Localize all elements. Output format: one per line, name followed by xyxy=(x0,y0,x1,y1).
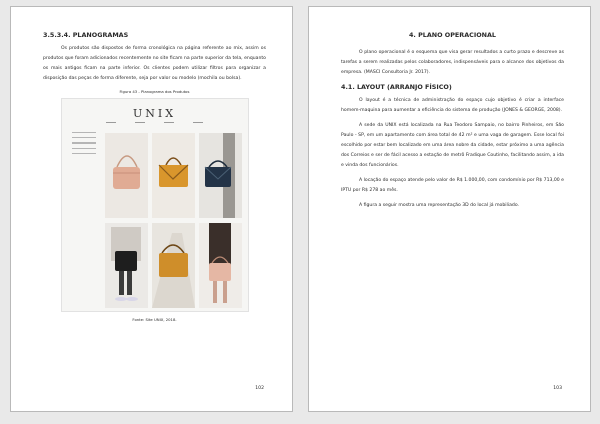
figure-source: Fonte: Site UNIX, 2018. xyxy=(132,317,177,322)
nav-item xyxy=(106,122,116,123)
product-photo-navy-bag xyxy=(199,133,242,218)
page-content xyxy=(341,31,564,216)
page-number: 102 xyxy=(255,386,264,391)
brand-logo: UNIX xyxy=(132,107,177,120)
page-number: 103 xyxy=(553,386,562,391)
planogram-screenshot xyxy=(61,98,249,312)
nav-item xyxy=(164,122,174,123)
product-photo-mustard-bag-floor xyxy=(152,223,195,308)
nav-item xyxy=(193,122,203,123)
site-nav xyxy=(106,122,204,123)
body-paragraph: O layout é a técnica de administração do espaço cujo objetivo é criar a interface homem-maquina para aumentar a eficiência do sistema de produção (JONES & GEORGE, 2008). xyxy=(341,98,564,113)
nav-item xyxy=(135,122,145,123)
filter-sidebar xyxy=(72,132,96,158)
product-photo-mustard-bag xyxy=(152,133,195,218)
product-photo-black-bag-model xyxy=(105,223,148,308)
body-paragraph: O plano operacional é o esquema que visa gerar resultados a curto prazo e descreve as tarefas a serem realizadas pelos colaboradores, indispensáveis para o alcance dos objetivos da empresa. (MASCI Consultoria Jr. 2017). xyxy=(341,50,564,75)
section-heading: 3.5.3.4. PLANOGRAMAS xyxy=(43,31,129,39)
document-page-right xyxy=(308,6,591,412)
product-photo-pink-bag-model xyxy=(199,223,242,308)
document-page-left xyxy=(10,6,293,412)
page-content xyxy=(43,31,266,322)
product-photo-pink-bag xyxy=(105,133,148,218)
body-paragraph: A sede da UNIX está localizada na Rua Teodoro Sampaio, no bairro Pinheiros, em São Paulo - SP, em um apartamento com área total de 42 m² e uma vaga de garagem. Esse local foi escolhido por estar bem localizado em uma área nobre da cidade, estar próximo a uma agência dos Correios e ser de fácil acesso a estação de metrô Fradique Coutinho, facilitando assim, a ida e vinda dos funcionários. xyxy=(341,123,564,168)
section-heading: 4. PLANO OPERACIONAL xyxy=(408,31,497,39)
subsection-heading: 4.1. LAYOUT (ARRANJO FÍSICO) xyxy=(341,83,452,91)
figure-caption: Figura 43 - Planograma dos Produtos xyxy=(119,89,190,94)
body-paragraph: Os produtos são dispostos de forma cronológica na página referente ao mix, assim os produtos que foram adicionados recentemente no site ficam na parte superior da tela, enquanto os mais antigos ficam na parte inferior. Os clientes podem utilizar filtros para organizar a disposição das peças de forma diferente, seja por valor ou modelo (mochila ou bolsa). xyxy=(43,46,266,81)
body-paragraph: A locação do espaço atende pelo valor de R$ 1.000,00, com condomínio por R$ 713,00 e IPTU por R$ 278 ao mês. xyxy=(341,178,565,193)
body-paragraph: A figura a seguir mostra uma representação 3D do local já mobiliado. xyxy=(359,203,520,208)
